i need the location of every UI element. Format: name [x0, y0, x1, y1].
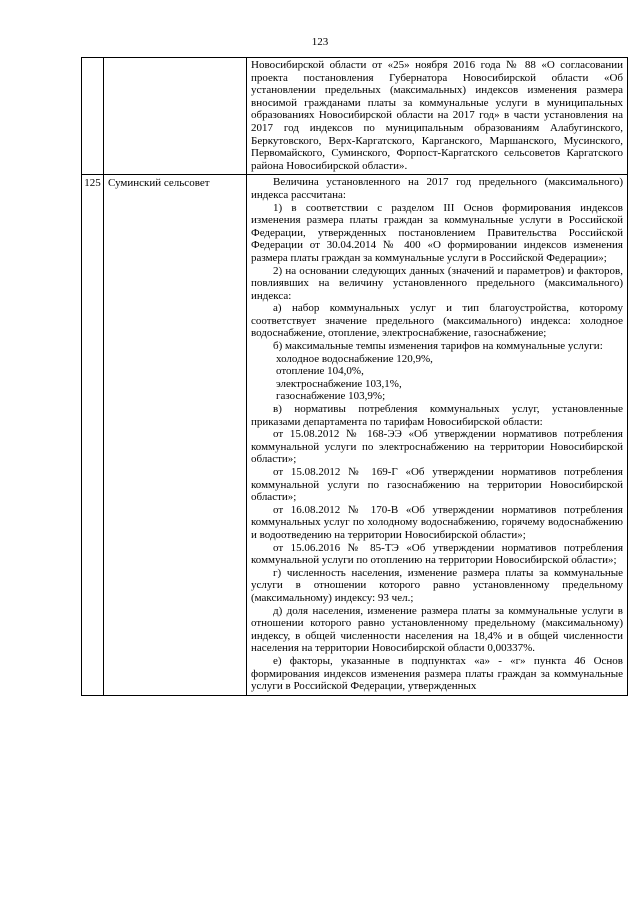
paragraph: г) численность населения, изменение размера платы за коммунальные услуги в отношении которого равно установленному предельному (максимальному) индексу: 93 чел.; [251, 566, 623, 604]
paragraph: а) набор коммунальных услуг и тип благоустройства, которому соответствует значение предельного (максимального) индекса: холодное водоснабжение, отопление, электроснабжение, газоснабжение; [251, 302, 623, 340]
paragraph: от 16.08.2012 № 170-В «Об утверждении нормативов потребления коммунальных услуг по холодному водоснабжению, горячему водоснабжению и водоотведению на территории Новосибирской области»; [251, 503, 623, 541]
page-number: 123 [311, 36, 329, 48]
tariff-list-item: электроснабжение 103,1%, [276, 377, 402, 390]
tariff-list-item: отопление 104,0%, [276, 365, 364, 378]
tariff-list-item: холодное водоснабжение 120,9%, [276, 352, 433, 365]
paragraph: от 15.08.2012 № 168-ЭЭ «Об утверждении нормативов потребления коммунальной услуги по электроснабжению на территории Новосибирской области»; [251, 428, 623, 466]
paragraph: 1) в соответствии с разделом III Основ формирования индексов изменения размера платы граждан за коммунальные услуги в Российской Федерации, утвержденных постановлением Правительства Российской Федерации от 30.04.2014 № 400 «О формировании индексов изменения размера платы граждан за коммунальные услуги в Российской Федерации»; [251, 201, 623, 264]
paragraph: от 15.08.2012 № 169-Г «Об утверждении нормативов потребления коммунальной услуги по газоснабжению на территории Новосибирской области»; [251, 466, 623, 504]
municipality-name-cell [104, 58, 247, 175]
paragraph: б) максимальные темпы изменения тарифов на коммунальные услуги: [273, 340, 603, 353]
document-table [81, 57, 628, 696]
paragraph: Новосибирской области от «25» ноября 2016 года № 88 «О согласовании проекта постановления Губернатора Новосибирской области «Об установлении предельных (максимальных) индексов изменения размера вносимой гражданами платы за коммунальные услуги в муниципальных образованиях Новосибирской области на 2017 год» в части установления на 2017 год индексов по муниципальным образованиям Алабугинского, Беркутовского, Верх-Каргатского, Карганского, Маршанского, Мусинского, Первомайского, Суминского, Форпост-Каргатского сельсоветов Каргатского района Новосибирской области». [251, 59, 623, 172]
description-cell [247, 58, 628, 175]
row-number-cell [82, 58, 104, 175]
row-number-cell: 125 [82, 175, 104, 695]
paragraph: е) факторы, указанные в подпунктах «а» - «г» пункта 46 Основ формирования индексов изменения размера платы граждан за коммунальные услуги в Российской Федерации, утвержденных [251, 654, 623, 693]
paragraph: д) доля населения, изменение размера платы за коммунальные услуги в отношении которого равно установленному предельному (максимальному) индексу, в общей численности населения на 18,4% и в общей численности населения на территории Новосибирской области 0,00337%. [251, 604, 623, 655]
paragraph: в) нормативы потребления коммунальных услуг, установленные приказами департамента по тарифам Новосибирской области: [251, 403, 623, 428]
table-row [82, 175, 628, 695]
tariff-list-item: газоснабжение 103,9%; [276, 390, 386, 403]
paragraph: от 15.06.2016 № 85-ТЭ «Об утверждении нормативов потребления коммунальной услуги по отоплению на территории Новосибирской области»; [251, 541, 623, 567]
description-cell [247, 175, 628, 695]
paragraph: 2) на основании следующих данных (значений и параметров) и факторов, повлиявших на величину установленного предельного (максимального) индекса: [251, 264, 623, 302]
municipality-name-cell: Суминский сельсовет [104, 175, 247, 695]
table-row [82, 58, 628, 175]
paragraph: Величина установленного на 2017 год предельного (максимального) индекса рассчитана: [251, 176, 623, 201]
